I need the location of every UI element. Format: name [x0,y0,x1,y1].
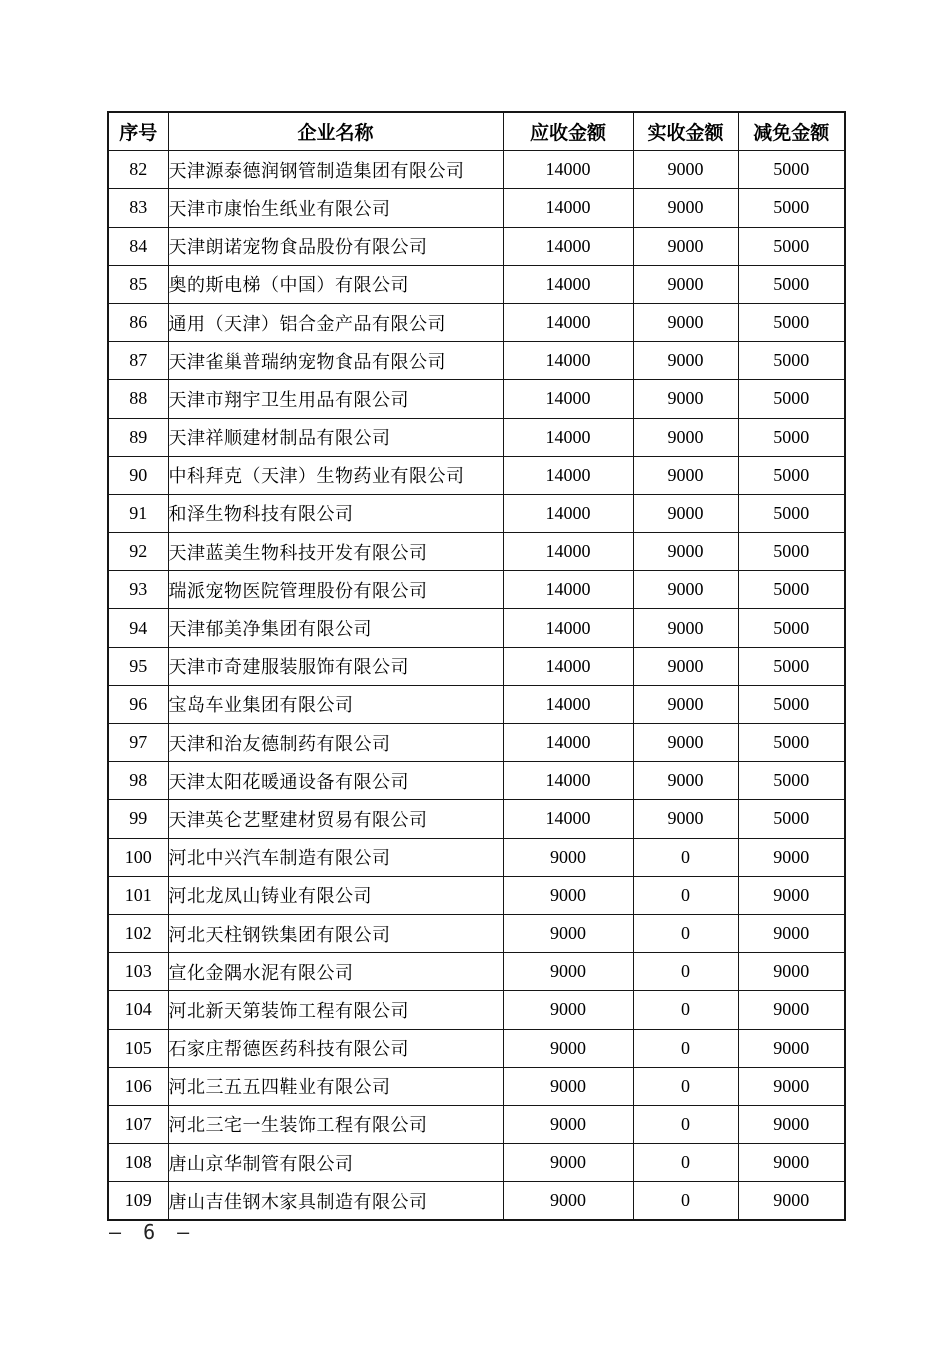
cell-received: 9000 [633,724,738,762]
cell-company-name: 唐山吉佳钢木家具制造有限公司 [168,1182,503,1221]
table-row [108,533,845,571]
cell-received: 9000 [633,685,738,723]
table-row [108,914,845,952]
cell-receivable: 14000 [503,571,633,609]
cell-company-name: 天津英仑艺墅建材贸易有限公司 [168,800,503,838]
table-row [108,724,845,762]
table-row [108,227,845,265]
cell-serial: 94 [108,609,168,647]
table-row [108,1182,845,1221]
cell-received: 0 [633,876,738,914]
cell-company-name: 天津市翔宇卫生用品有限公司 [168,380,503,418]
cell-reduced: 5000 [738,609,845,647]
cell-company-name: 河北中兴汽车制造有限公司 [168,838,503,876]
cell-company-name: 瑞派宠物医院管理股份有限公司 [168,571,503,609]
cell-company-name: 中科拜克（天津）生物药业有限公司 [168,456,503,494]
table-row [108,456,845,494]
cell-received: 0 [633,1182,738,1221]
cell-company-name: 河北天柱钢铁集团有限公司 [168,914,503,952]
cell-reduced: 5000 [738,303,845,341]
table-row [108,1105,845,1143]
cell-serial: 84 [108,227,168,265]
cell-company-name: 天津市康怡生纸业有限公司 [168,189,503,227]
cell-received: 9000 [633,380,738,418]
cell-receivable: 14000 [503,762,633,800]
cell-receivable: 14000 [503,418,633,456]
cell-company-name: 天津蓝美生物科技开发有限公司 [168,533,503,571]
cell-reduced: 5000 [738,418,845,456]
cell-serial: 106 [108,1067,168,1105]
cell-received: 9000 [633,533,738,571]
cell-reduced: 9000 [738,1029,845,1067]
cell-received: 0 [633,1067,738,1105]
cell-serial: 108 [108,1144,168,1182]
cell-reduced: 5000 [738,533,845,571]
cell-company-name: 天津市奇建服装服饰有限公司 [168,647,503,685]
column-header-reduced: 减免金额 [738,112,845,151]
table-row [108,838,845,876]
cell-received: 9000 [633,418,738,456]
cell-reduced: 5000 [738,724,845,762]
cell-serial: 96 [108,685,168,723]
cell-receivable: 14000 [503,800,633,838]
cell-received: 9000 [633,342,738,380]
cell-receivable: 14000 [503,685,633,723]
cell-reduced: 5000 [738,456,845,494]
cell-received: 9000 [633,456,738,494]
cell-received: 9000 [633,265,738,303]
cell-company-name: 天津祥顺建材制品有限公司 [168,418,503,456]
cell-received: 9000 [633,227,738,265]
cell-receivable: 9000 [503,953,633,991]
cell-reduced: 5000 [738,647,845,685]
table-row [108,1029,845,1067]
cell-company-name: 河北三宅一生装饰工程有限公司 [168,1105,503,1143]
table-row [108,609,845,647]
table-row [108,876,845,914]
cell-received: 9000 [633,800,738,838]
cell-received: 9000 [633,571,738,609]
cell-serial: 103 [108,953,168,991]
cell-receivable: 9000 [503,914,633,952]
cell-reduced: 9000 [738,1182,845,1221]
cell-receivable: 14000 [503,151,633,189]
table-row [108,647,845,685]
cell-reduced: 9000 [738,1144,845,1182]
cell-receivable: 14000 [503,189,633,227]
cell-reduced: 5000 [738,265,845,303]
cell-reduced: 5000 [738,685,845,723]
cell-serial: 89 [108,418,168,456]
table-row [108,494,845,532]
cell-reduced: 9000 [738,953,845,991]
cell-receivable: 14000 [503,227,633,265]
cell-company-name: 宣化金隅水泥有限公司 [168,953,503,991]
cell-received: 9000 [633,303,738,341]
cell-serial: 92 [108,533,168,571]
table-row [108,189,845,227]
cell-serial: 97 [108,724,168,762]
cell-receivable: 14000 [503,724,633,762]
cell-received: 0 [633,914,738,952]
cell-serial: 83 [108,189,168,227]
cell-receivable: 9000 [503,1144,633,1182]
cell-serial: 95 [108,647,168,685]
cell-serial: 90 [108,456,168,494]
cell-received: 9000 [633,762,738,800]
table-row [108,303,845,341]
cell-company-name: 天津太阳花暖通设备有限公司 [168,762,503,800]
cell-serial: 101 [108,876,168,914]
table-body [108,151,845,1221]
fee-table [107,111,846,1221]
column-header-serial: 序号 [108,112,168,151]
cell-serial: 91 [108,494,168,532]
cell-receivable: 9000 [503,1182,633,1221]
cell-reduced: 5000 [738,800,845,838]
cell-receivable: 9000 [503,1067,633,1105]
cell-reduced: 5000 [738,189,845,227]
cell-company-name: 奥的斯电梯（中国）有限公司 [168,265,503,303]
cell-received: 0 [633,838,738,876]
cell-reduced: 5000 [738,151,845,189]
cell-receivable: 9000 [503,876,633,914]
table-row [108,762,845,800]
cell-receivable: 14000 [503,265,633,303]
page-number: – 6 – [109,1220,193,1244]
cell-reduced: 5000 [738,227,845,265]
cell-serial: 93 [108,571,168,609]
table-row [108,380,845,418]
cell-receivable: 14000 [503,303,633,341]
cell-reduced: 9000 [738,914,845,952]
cell-reduced: 9000 [738,991,845,1029]
table-row [108,991,845,1029]
cell-serial: 100 [108,838,168,876]
cell-reduced: 5000 [738,762,845,800]
cell-receivable: 14000 [503,609,633,647]
cell-receivable: 14000 [503,380,633,418]
cell-reduced: 9000 [738,876,845,914]
cell-company-name: 石家庄帮德医药科技有限公司 [168,1029,503,1067]
column-header-company: 企业名称 [168,112,503,151]
cell-received: 0 [633,991,738,1029]
cell-received: 0 [633,1105,738,1143]
cell-company-name: 天津郁美净集团有限公司 [168,609,503,647]
cell-serial: 102 [108,914,168,952]
cell-company-name: 天津源泰德润钢管制造集团有限公司 [168,151,503,189]
cell-serial: 109 [108,1182,168,1221]
cell-company-name: 河北龙凤山铸业有限公司 [168,876,503,914]
table-row [108,685,845,723]
cell-received: 0 [633,1144,738,1182]
table-row [108,800,845,838]
cell-received: 9000 [633,647,738,685]
cell-receivable: 14000 [503,533,633,571]
cell-company-name: 河北三五五四鞋业有限公司 [168,1067,503,1105]
table-header-row [108,112,845,151]
cell-company-name: 通用（天津）铝合金产品有限公司 [168,303,503,341]
cell-serial: 82 [108,151,168,189]
column-header-received: 实收金额 [633,112,738,151]
table-row [108,1067,845,1105]
table-row [108,342,845,380]
cell-serial: 87 [108,342,168,380]
cell-receivable: 9000 [503,838,633,876]
cell-received: 0 [633,1029,738,1067]
cell-received: 9000 [633,494,738,532]
column-header-receivable: 应收金额 [503,112,633,151]
cell-receivable: 9000 [503,1029,633,1067]
cell-serial: 105 [108,1029,168,1067]
cell-receivable: 14000 [503,494,633,532]
cell-serial: 85 [108,265,168,303]
cell-serial: 86 [108,303,168,341]
cell-received: 9000 [633,609,738,647]
table-row [108,1144,845,1182]
cell-reduced: 5000 [738,380,845,418]
cell-company-name: 天津雀巢普瑞纳宠物食品有限公司 [168,342,503,380]
cell-reduced: 5000 [738,494,845,532]
table-header [108,112,845,151]
cell-reduced: 9000 [738,1067,845,1105]
table-row [108,418,845,456]
cell-serial: 104 [108,991,168,1029]
cell-reduced: 5000 [738,342,845,380]
cell-company-name: 唐山京华制管有限公司 [168,1144,503,1182]
cell-company-name: 宝岛车业集团有限公司 [168,685,503,723]
table-row [108,151,845,189]
cell-reduced: 9000 [738,838,845,876]
cell-receivable: 9000 [503,991,633,1029]
cell-received: 0 [633,953,738,991]
cell-reduced: 5000 [738,571,845,609]
cell-receivable: 14000 [503,342,633,380]
table-row [108,953,845,991]
table-row [108,571,845,609]
cell-received: 9000 [633,189,738,227]
cell-serial: 88 [108,380,168,418]
cell-company-name: 天津和治友德制药有限公司 [168,724,503,762]
cell-received: 9000 [633,151,738,189]
cell-company-name: 河北新天第装饰工程有限公司 [168,991,503,1029]
cell-company-name: 天津朗诺宠物食品股份有限公司 [168,227,503,265]
cell-serial: 107 [108,1105,168,1143]
cell-receivable: 14000 [503,647,633,685]
cell-company-name: 和泽生物科技有限公司 [168,494,503,532]
cell-receivable: 14000 [503,456,633,494]
cell-serial: 98 [108,762,168,800]
table-row [108,265,845,303]
cell-serial: 99 [108,800,168,838]
cell-receivable: 9000 [503,1105,633,1143]
cell-reduced: 9000 [738,1105,845,1143]
